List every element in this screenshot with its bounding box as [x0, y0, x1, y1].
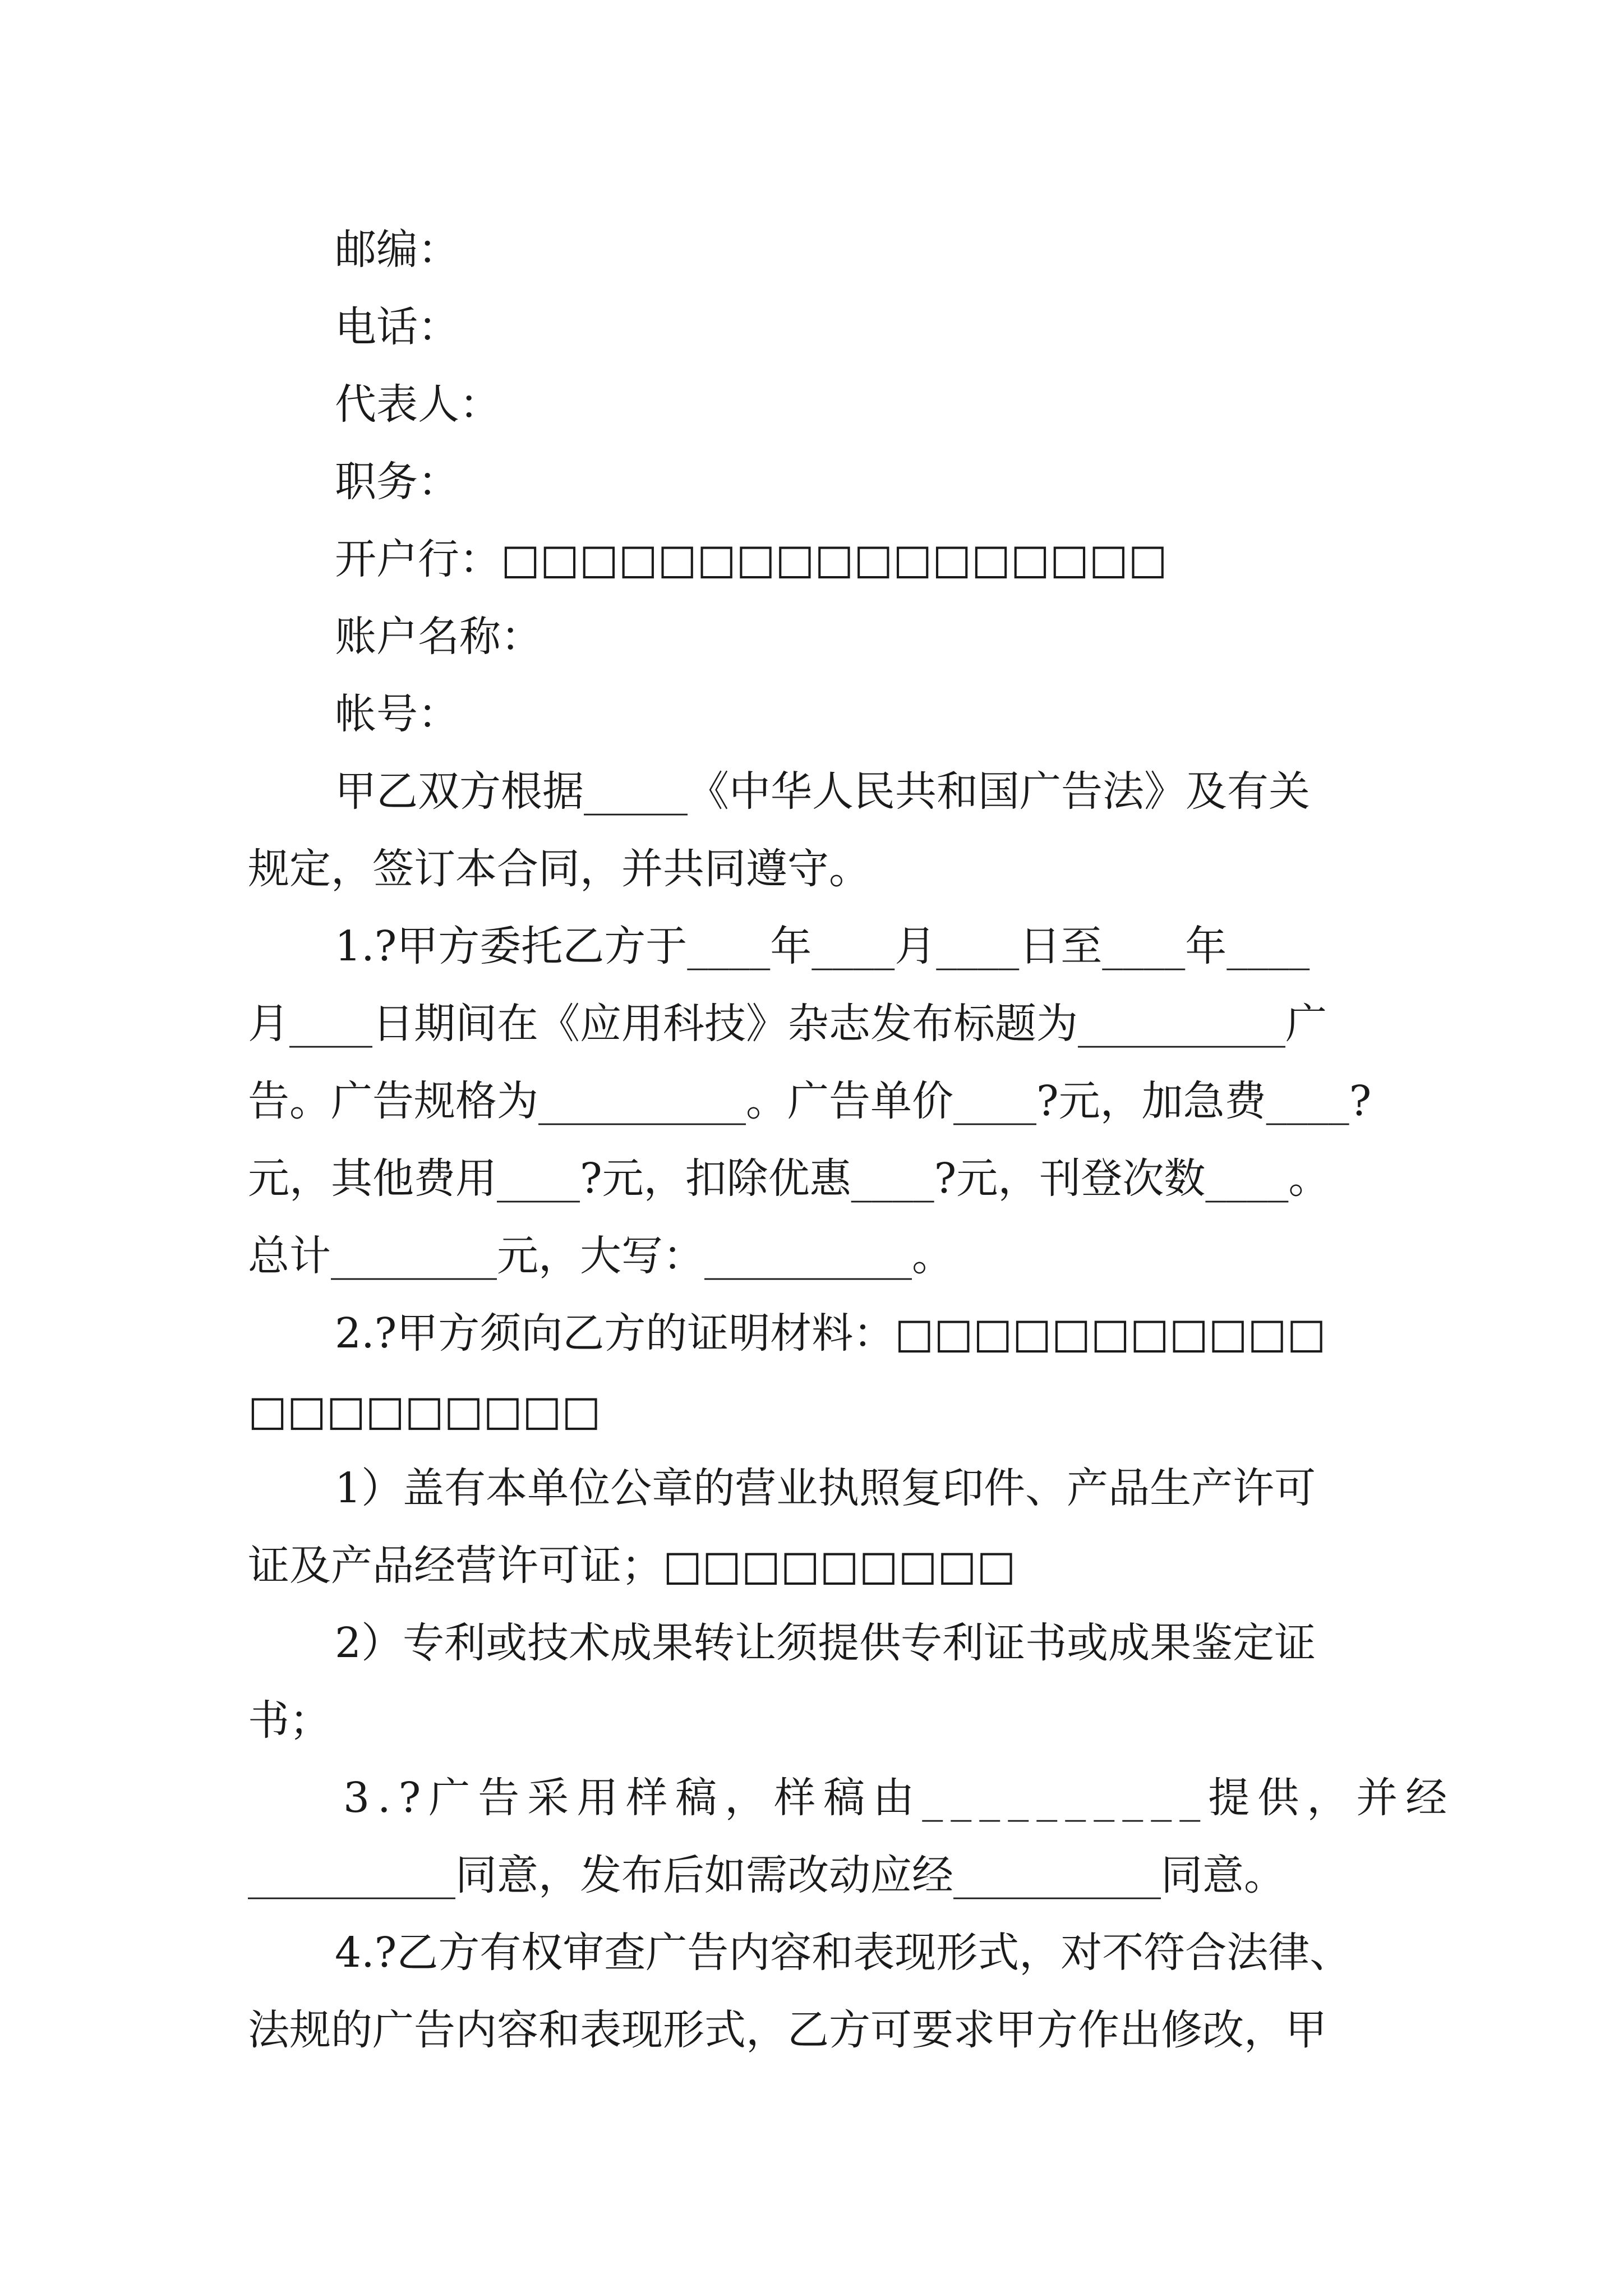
representative-label: 代表人：: [335, 380, 501, 429]
clause-2-item-1-line-2: 证及产品经营许可证；□□□□□□□□□: [248, 1542, 1016, 1590]
clause-2-line-2: □□□□□□□□□: [248, 1387, 601, 1435]
clause-3-line-1: 3.?广告采用样稿，样稿由__________提供，并经: [343, 1774, 1455, 1822]
bank-label: 开户行：□□□□□□□□□□□□□□□□□: [335, 535, 1168, 583]
clause-4-line-1: 4.?乙方有权审查广告内容和表现形式，对不符合法律、: [335, 1929, 1352, 1977]
position-label: 职务：: [335, 458, 459, 506]
clause-1-line-2: 月____日期间在《应用科技》杂志发布标题为__________广: [248, 1000, 1327, 1048]
clause-3-line-2: __________同意，发布后如需改动应经__________同意。: [248, 1851, 1285, 1899]
phone-label: 电话：: [335, 303, 459, 351]
preamble-line-1: 甲乙双方根据_____《中华人民共和国广告法》及有关: [335, 767, 1310, 816]
postcode-label: 邮编：: [335, 226, 459, 274]
clause-2-item-2-line-2: 书；: [248, 1696, 331, 1745]
clause-2-line-1: 2.?甲方须向乙方的证明材料：□□□□□□□□□□□: [335, 1309, 1326, 1358]
clause-4-line-2: 法规的广告内容和表现形式，乙方可要求甲方作出修改，甲: [248, 2006, 1327, 2054]
clause-1-line-1: 1.?甲方委托乙方于____年____月____日至____年____: [335, 922, 1310, 970]
clause-1-line-3: 告。广告规格为__________。广告单价____?元，加急费____?: [248, 1077, 1372, 1125]
clause-1-line-5: 总计________元，大写：__________。: [248, 1232, 953, 1280]
clause-1-line-4: 元，其他费用____?元，扣除优惠____?元，刊登次数____。: [248, 1154, 1330, 1203]
preamble-line-2: 规定，签订本合同，并共同遵守。: [248, 845, 870, 893]
clause-2-item-2-line-1: 2）专利或技术成果转让须提供专利证书或成果鉴定证: [335, 1619, 1316, 1667]
account-name-label: 账户名称：: [335, 613, 542, 661]
account-number-label: 帐号：: [335, 690, 459, 738]
clause-2-item-1-line-1: 1）盖有本单位公章的营业执照复印件、产品生产许可: [335, 1464, 1316, 1512]
